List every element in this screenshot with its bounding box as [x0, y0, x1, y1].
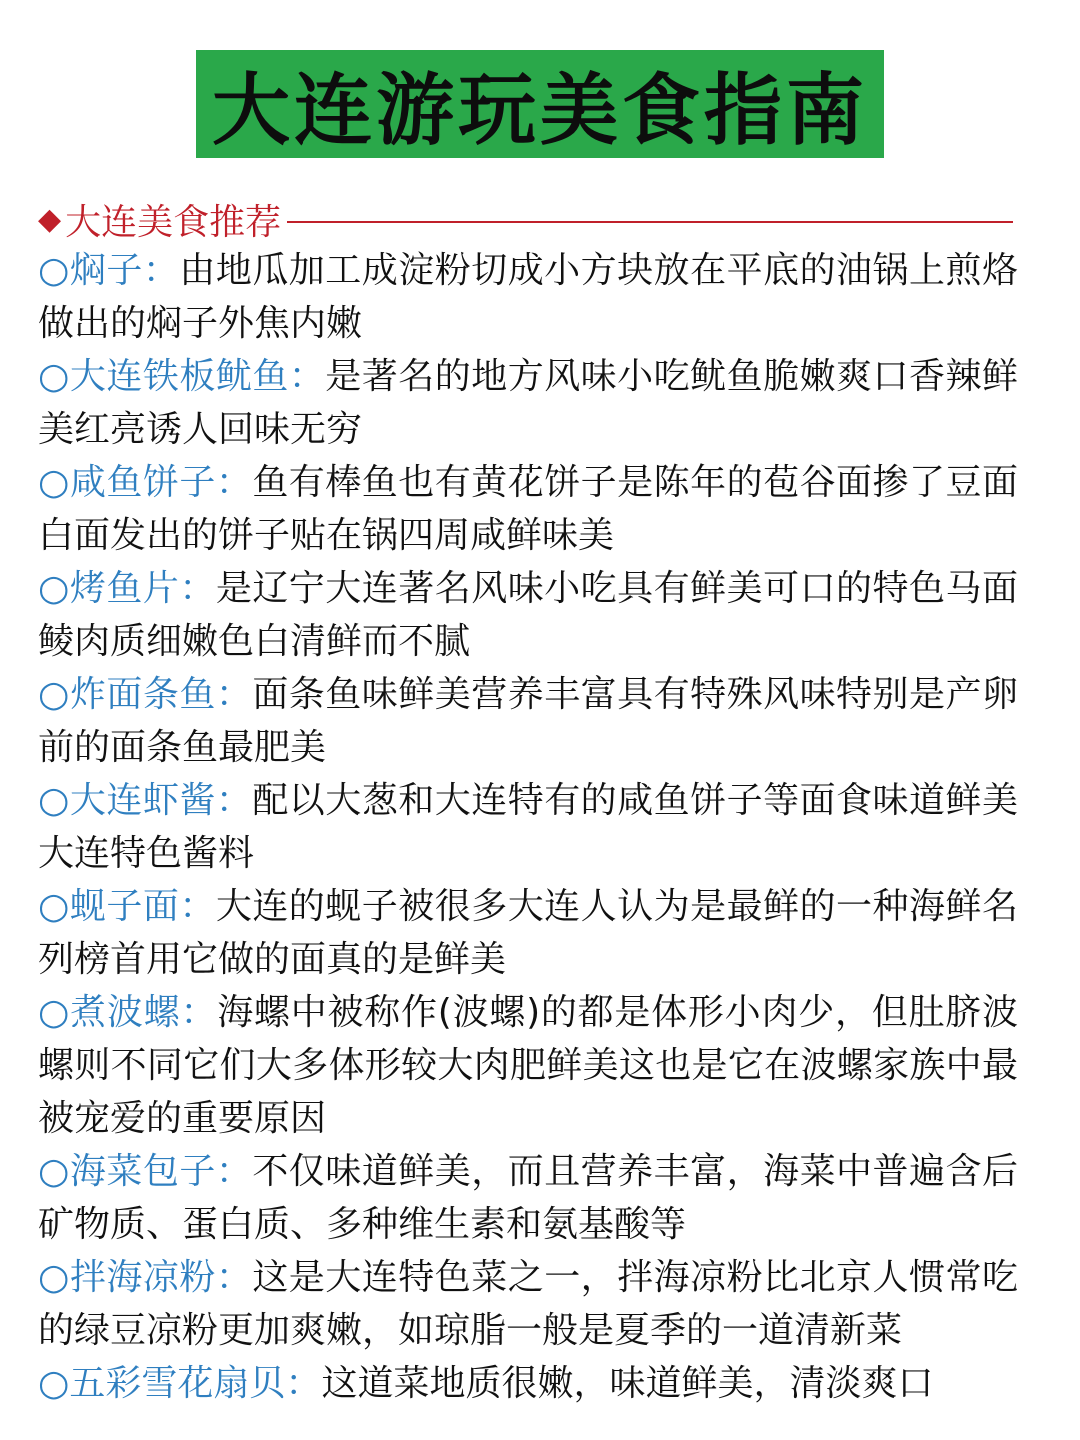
- list-item: [38, 1251, 1018, 1357]
- item-description: 不仅味道鲜美，而且营养丰富，海菜中普遍含后矿物质、蛋白质、多种维生素和氨基酸等: [38, 1151, 1018, 1245]
- item-description: 是著名的地方风味小吃鱿鱼脆嫩爽口香辣鲜美红亮诱人回味无穷: [38, 356, 1018, 450]
- list-item: [38, 1357, 1018, 1410]
- list-item: [38, 774, 1018, 880]
- item-description: 海螺中被称作(波螺)的都是体形小肉少，但肚脐波螺则不同它们大多体形较大肉肥鲜美这也是它在波螺家族中最被宠爱的重要原因: [38, 992, 1018, 1139]
- title-banner: [196, 50, 884, 158]
- food-list: [38, 244, 1018, 1410]
- list-item: [38, 668, 1018, 774]
- circle-bullet-icon: ○: [38, 250, 70, 291]
- item-description: 这是大连特色菜之一，拌海凉粉比北京人惯常吃的绿豆凉粉更加爽嫩，如琼脂一般是夏季的一道清新菜: [38, 1257, 1018, 1351]
- item-name: 烤鱼片：: [69, 568, 216, 609]
- item-name: 焖子：: [69, 250, 180, 291]
- list-item: [38, 456, 1018, 562]
- section-label: 大连美食推荐: [65, 201, 282, 243]
- circle-bullet-icon: ○: [38, 992, 71, 1033]
- item-name: 大连虾酱：: [69, 780, 253, 821]
- item-name: 海菜包子：: [69, 1151, 253, 1192]
- circle-bullet-icon: ○: [38, 1151, 70, 1192]
- circle-bullet-icon: ○: [38, 568, 70, 609]
- section-header: [38, 192, 1013, 246]
- list-item: [38, 562, 1018, 668]
- list-item: [38, 880, 1018, 986]
- diamond-bullet-icon: ◆: [38, 201, 62, 237]
- circle-bullet-icon: ○: [38, 462, 70, 503]
- list-item: [38, 244, 1018, 350]
- item-description: 这道菜地质很嫩，味道鲜美，清淡爽口: [321, 1363, 934, 1404]
- circle-bullet-icon: ○: [38, 1257, 70, 1298]
- circle-bullet-icon: ○: [38, 886, 70, 927]
- list-item: [38, 1145, 1018, 1251]
- circle-bullet-icon: ○: [38, 356, 70, 397]
- item-description: 配以大葱和大连特有的咸鱼饼子等面食味道鲜美大连特色酱料: [38, 780, 1018, 874]
- item-description: 鱼有棒鱼也有黄花饼子是陈年的苞谷面掺了豆面白面发出的饼子贴在锅四周咸鲜味美: [38, 462, 1018, 556]
- circle-bullet-icon: ○: [38, 674, 70, 715]
- item-name: 煮波螺：: [70, 992, 218, 1033]
- list-item: [38, 350, 1018, 456]
- section-divider: [287, 221, 1013, 223]
- item-name: 咸鱼饼子：: [69, 462, 253, 503]
- item-description: 大连的蚬子被很多大连人认为是最鲜的一种海鲜名列榜首用它做的面真的是鲜美: [38, 886, 1018, 980]
- item-name: 炸面条鱼：: [69, 674, 253, 715]
- item-name: 拌海凉粉：: [69, 1257, 253, 1298]
- item-name: 大连铁板鱿鱼：: [69, 356, 326, 397]
- circle-bullet-icon: ○: [38, 780, 70, 821]
- item-description: 面条鱼味鲜美营养丰富具有特殊风味特别是产卵前的面条鱼最肥美: [38, 674, 1018, 768]
- list-item: [38, 986, 1018, 1145]
- circle-bullet-icon: ○: [38, 1363, 70, 1404]
- item-name: 五彩雪花扇贝：: [69, 1363, 322, 1404]
- item-description: 是辽宁大连著名风味小吃具有鲜美可口的特色马面鲮肉质细嫩色白清鲜而不腻: [38, 568, 1018, 662]
- item-description: 由地瓜加工成淀粉切成小方块放在平底的油锅上煎烙做出的焖子外焦内嫩: [38, 250, 1018, 344]
- page-title: 大连游玩美食指南: [211, 66, 868, 156]
- item-name: 蚬子面：: [69, 886, 216, 927]
